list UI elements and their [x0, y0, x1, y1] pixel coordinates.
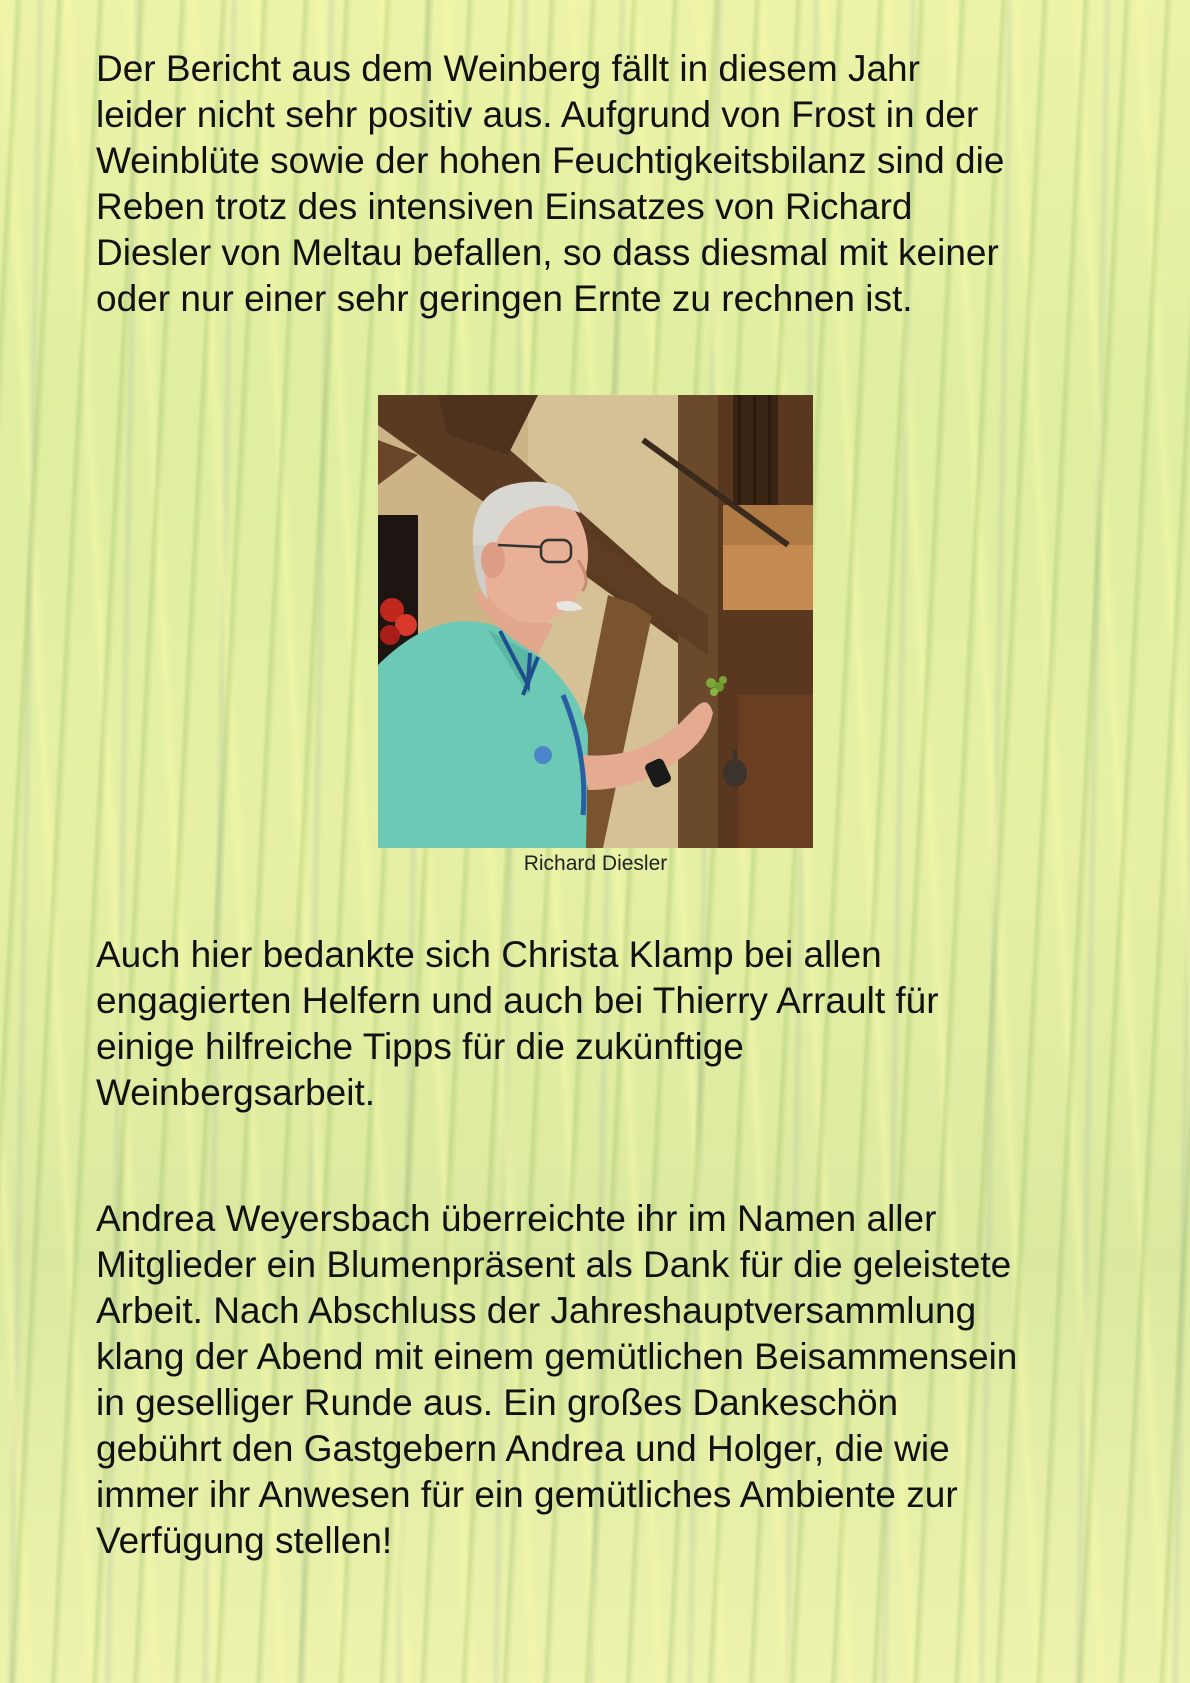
- paragraph-vineyard-report: Der Bericht aus dem Weinberg fällt in diesem Jahr leider nicht sehr positiv aus. Aufgrund von Frost in der Weinblüte sowie der hohen Feuchtigkeitsbilanz sind die Reben trotz des intensiven Einsatzes von Richard Diesler von Meltau befallen, so dass diesmal mit keiner oder nur einer sehr geringen Ernte zu rechnen ist.: [96, 48, 1005, 319]
- photo-illustration: [378, 395, 813, 848]
- paragraph-closing: Andrea Weyersbach überreichte ihr im Namen aller Mitglieder ein Blumenpräsent als Dank für die geleistete Arbeit. Nach Abschluss der Jahreshauptversammlung klang der Abend mit einem gemütlichen Beisammensein in geselliger Runde aus. Ein großes Dankeschön gebührt den Gastgebern Andrea und Holger, die wie immer ihr Anwesen für ein gemütliches Ambiente zur Verfügung stellen!: [96, 1198, 1018, 1561]
- photo-caption: Richard Diesler: [523, 852, 668, 875]
- photo-richard-diesler: [378, 395, 813, 848]
- paragraph-thanks: Auch hier bedankte sich Christa Klamp bei allen engagierten Helfern und auch bei Thierry Arrault für einige hilfreiche Tipps für die zukünftige Weinbergsarbeit.: [96, 934, 939, 1113]
